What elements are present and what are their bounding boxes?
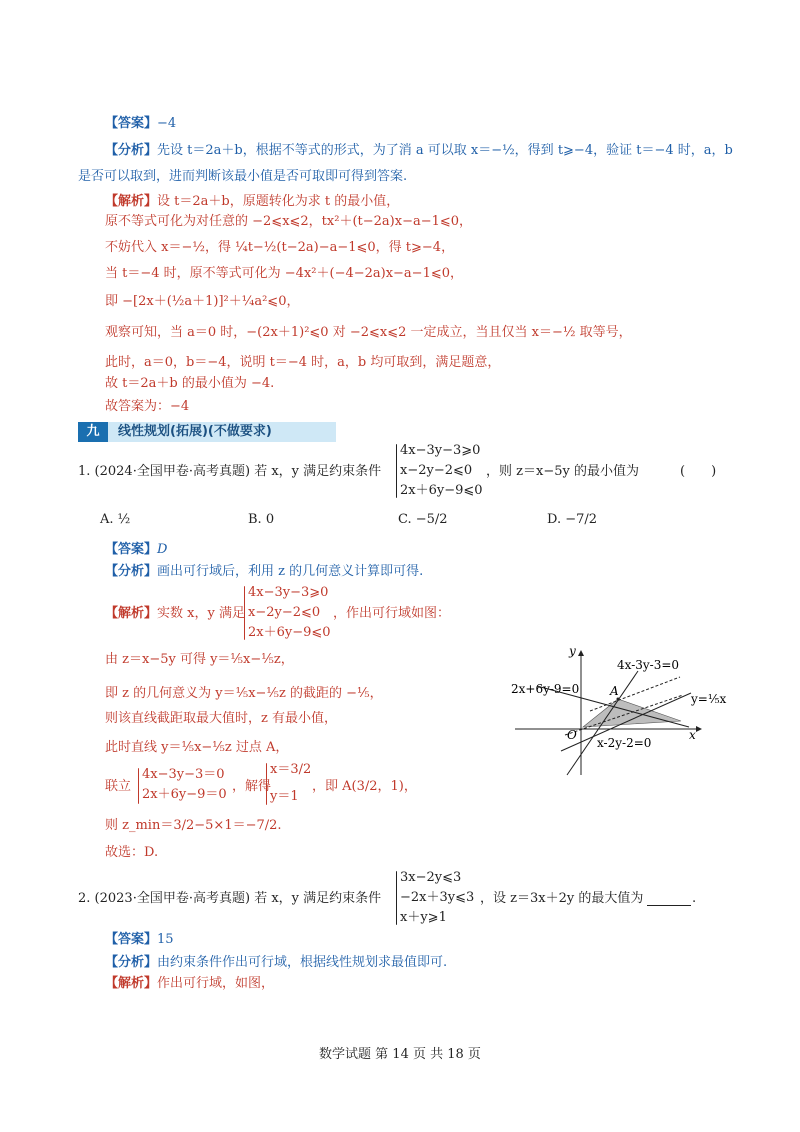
q1-solution-8: 故选：D.: [105, 845, 159, 860]
q1-option-d: D. −7/2: [547, 512, 598, 527]
solution-row: [105, 194, 399, 211]
q2-brace: [396, 871, 397, 925]
q1-solution-3: 即 z 的几何意义为 y＝⅕x−⅕z 的截距的 −⅕，: [105, 686, 383, 701]
solution-line-9: 故答案为：−4: [105, 399, 190, 414]
q1-analysis-label: 【分析】: [105, 564, 158, 579]
line3-label: x-2y-2=0: [597, 736, 652, 750]
solution-line-5: 即 −[2x＋(½a＋1)]²＋¼a²⩽0，: [105, 294, 300, 309]
section-title: 线性规划(拓展)(不做要求): [118, 424, 272, 439]
q2-stem: [78, 891, 381, 908]
q1-solution-label: 【解析】: [105, 606, 158, 621]
q1-solution-c2: x−2y−2⩽0: [248, 605, 321, 620]
feasible-region-graph: [505, 643, 735, 778]
q2-stem-a: 若 x，y 满足约束条件: [254, 891, 382, 906]
q1-constraint-1: 4x−3y−3⩾0: [400, 443, 481, 458]
q1-solution-7: 则 z_min＝3/2−5×1＝−7/2.: [105, 818, 282, 833]
q1-system-eq-2: 2x＋6y−9＝0: [142, 787, 227, 802]
line1-label: 4x-3y-3=0: [617, 658, 680, 672]
solution-line-3: 不妨代入 x＝−½，得 ¼t−½(t−2a)−a−1⩽0，得 t⩾−4，: [105, 240, 455, 255]
q1-option-c: C. −5/2: [398, 512, 448, 527]
q2-stem-b: ，设 z＝3x＋2y 的最大值为: [480, 891, 644, 906]
q1-paren: ( ): [680, 464, 717, 479]
origin-label: O: [567, 728, 577, 742]
q1-solution-6b: ，解得: [232, 779, 272, 794]
line4-label: y=⅕x: [691, 692, 727, 706]
analysis-text-2: 是否可以取到，进而判断该最小值是否可取即可得到答案.: [78, 169, 408, 184]
q1-solution-brace: [244, 586, 245, 640]
q2-blank: [647, 905, 691, 906]
q1-number: 1.: [78, 464, 91, 479]
q1-solution-6a: 联立: [105, 779, 132, 794]
q1-source: (2024·全国甲卷·高考真题): [94, 464, 251, 479]
q1-result-y: y＝1: [270, 789, 299, 804]
q2-analysis-text: 由约束条件作出可行域，根据线性规划求最值即可.: [157, 955, 448, 970]
q1-system-brace: [138, 768, 139, 804]
solution-line-6: 观察可知，当 a＝0 时，−(2x＋1)²⩽0 对 −2⩽x⩽2 一定成立，当且仅当 x＝−½ 取等号，: [105, 325, 632, 340]
q2-stem-c: .: [692, 891, 697, 906]
solution-line-4: 当 t＝−4 时，原不等式可化为 −4x²＋(−4−2a)x−a−1⩽0，: [105, 266, 464, 281]
q2-analysis-label: 【分析】: [105, 955, 158, 970]
q2-constraint-3: x＋y⩾1: [400, 910, 447, 925]
q1-stem-b: ，则 z＝x−5y 的最小值为: [486, 464, 639, 479]
q1-result-x: x＝3/2: [270, 762, 312, 777]
q2-answer-label: 【答案】: [105, 932, 158, 947]
section-number: 九: [78, 422, 108, 442]
q2-solution-1: 作出可行域，如图，: [157, 976, 275, 991]
x-axis-label: x: [689, 728, 696, 742]
page-footer: 数学试题 第 14 页 共 18 页: [319, 1047, 481, 1062]
q2-constraint-2: −2x＋3y⩽3: [400, 890, 475, 905]
analysis-text-1: 先设 t＝2a＋b，根据不等式的形式，为了消 a 可以取 x＝−½，得到 t⩾−4，验证 t＝−4 时，a，b: [157, 143, 733, 158]
q1-stem-a: 若 x，y 满足约束条件: [254, 464, 382, 479]
solution-line-2: 原不等式可化为对任意的 −2⩽x⩽2，tx²＋(t−2a)x−a−1⩽0，: [105, 214, 473, 229]
q2-solution-label: 【解析】: [105, 976, 158, 991]
answer-value: −4: [157, 116, 177, 131]
q1-constraint-2: x−2y−2⩽0: [400, 463, 473, 478]
q2-constraint-1: 3x−2y⩽3: [400, 870, 462, 885]
q1-solution-6c: ，即 A(3/2，1)，: [312, 779, 417, 794]
q1-solution-row: [105, 606, 245, 623]
analysis-row: [105, 143, 733, 160]
q1-solution-5: 此时直线 y＝⅕x−⅕z 过点 A，: [105, 740, 289, 755]
y-axis-label: y: [569, 644, 576, 658]
solution-line-1: 设 t＝2a＋b，原题转化为求 t 的最小值，: [157, 194, 400, 209]
solution-label: 【解析】: [105, 194, 158, 209]
q1-analysis-text: 画出可行域后，利用 z 的几何意义计算即可得.: [157, 564, 424, 579]
analysis-label: 【分析】: [105, 143, 158, 158]
q1-answer-row: [105, 542, 167, 559]
q1-result-brace: [266, 763, 267, 805]
q2-answer-row: [105, 932, 174, 949]
answer-row: [105, 116, 176, 133]
q2-number: 2.: [78, 891, 91, 906]
answer-label: 【答案】: [105, 116, 158, 131]
q2-answer-value: 15: [157, 932, 174, 947]
q1-option-a: A. ½: [100, 512, 131, 527]
q1-solution-c3: 2x＋6y−9⩽0: [248, 625, 331, 640]
q1-constraint-3: 2x＋6y−9⩽0: [400, 483, 483, 498]
q1-solution-4: 则该直线截距取最大值时，z 有最小值，: [105, 711, 337, 726]
solution-line-7: 此时，a＝0，b＝−4，说明 t＝−4 时，a，b 均可取到，满足题意，: [105, 355, 501, 370]
q2-analysis-row: [105, 955, 447, 972]
q1-brace: [396, 444, 397, 498]
q2-solution-row: [105, 976, 274, 993]
q1-solution-c1: 4x−3y−3⩾0: [248, 585, 329, 600]
feasible-region: [583, 699, 681, 727]
q1-answer-value: D: [157, 542, 168, 557]
q2-source: (2023·全国甲卷·高考真题): [94, 891, 251, 906]
solution-line-8: 故 t＝2a＋b 的最小值为 −4.: [105, 376, 275, 391]
q1-answer-label: 【答案】: [105, 542, 158, 557]
q1-solution-2: 由 z＝x−5y 可得 y＝⅕x−⅕z，: [105, 652, 294, 667]
q1-option-b: B. 0: [248, 512, 275, 527]
section-header: [78, 422, 336, 442]
q1-analysis-row: [105, 564, 423, 581]
q1-stem: [78, 464, 381, 481]
point-a-label: A: [610, 684, 619, 698]
q1-solution-1a: 实数 x，y 满足: [157, 606, 245, 621]
q1-system-eq-1: 4x−3y−3＝0: [142, 767, 225, 782]
q1-solution-1b: ，作出可行域如图：: [333, 606, 451, 621]
line2-label: 2x+6y-9=0: [511, 682, 580, 696]
